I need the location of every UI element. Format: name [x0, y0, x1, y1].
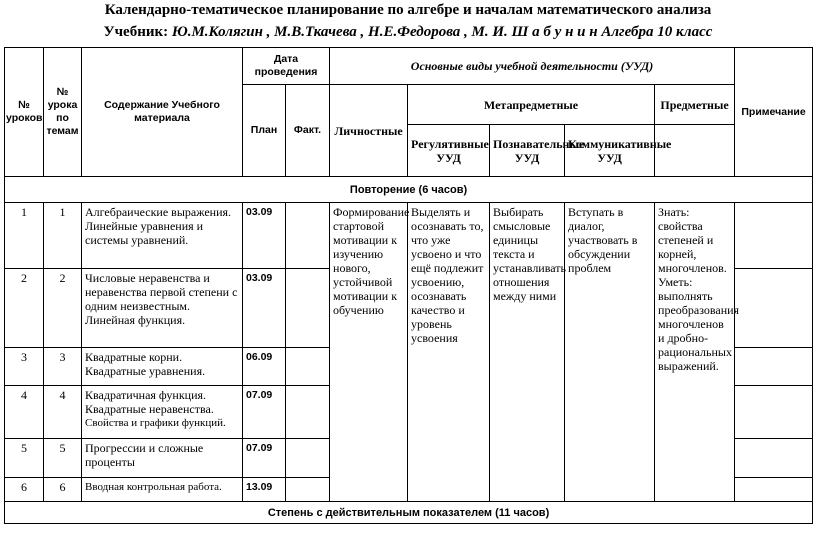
planning-table: [4, 47, 813, 524]
lesson-content: Числовые неравенства и неравенства первой степени с одним неизвестным. Линейная функция.: [82, 269, 243, 348]
page-title: Календарно-тематическое планирование по алгебре и началам математического анализа: [104, 2, 712, 18]
lesson-number: 2: [5, 269, 44, 348]
lesson-content: [82, 386, 243, 439]
communicative-activity: Вступать в диалог, участвовать в обсуждении проблем: [565, 203, 655, 502]
topic-number: 3: [44, 348, 82, 386]
notes-cell: [735, 269, 813, 348]
topic-number: 4: [44, 386, 82, 439]
textbook-label: Учебник:: [103, 24, 169, 40]
fact-date: [286, 348, 330, 386]
header-lesson-no: № уроков: [5, 48, 44, 177]
header-subject: Предметные: [655, 85, 735, 125]
fact-date: [286, 386, 330, 439]
topic-number: 2: [44, 269, 82, 348]
header-cognitive: Познавательные УУД: [490, 125, 565, 177]
header-meta: Метапредметные: [408, 85, 655, 125]
plan-date: 13.09: [243, 478, 286, 502]
header-communicative: Коммуникативные УУД: [565, 125, 655, 177]
lesson-content: Квадратные корни. Квадратные уравнения.: [82, 348, 243, 386]
header-activities: Основные виды учебной деятельности (УУД): [330, 48, 735, 85]
lesson-number: 5: [5, 439, 44, 478]
topic-number: 1: [44, 203, 82, 269]
plan-date: 06.09: [243, 348, 286, 386]
notes-cell: [735, 386, 813, 439]
lesson-number: 6: [5, 478, 44, 502]
table-row: [5, 203, 813, 269]
cognitive-activity: Выбирать смысловые единицы текста и устанавливать отношения между ними: [490, 203, 565, 502]
header-content: Содержание Учебного материала: [82, 48, 243, 177]
notes-cell: [735, 348, 813, 386]
fact-date: [286, 203, 330, 269]
header-notes: Примечание: [735, 48, 813, 177]
header-topic-no: № урока по темам: [44, 48, 82, 177]
header-regulative: Регулятивные УУД: [408, 125, 490, 177]
lesson-content: Прогрессии и сложные проценты: [82, 439, 243, 478]
page-subtitle: [0, 24, 816, 41]
lesson-content-main: Квадратичная функция. Квадратные неравенства.: [85, 388, 214, 416]
header-date: Дата проведения: [243, 48, 330, 85]
header-personal: Личностные: [330, 85, 408, 177]
subject-activity: Знать: свойства степеней и корней, многочленов. Уметь: выполнять преобразования многочленов и дробно-рациональных выражений.: [655, 203, 735, 502]
lesson-number: 4: [5, 386, 44, 439]
lesson-content: Алгебраические выражения. Линейные уравнения и системы уравнений.: [82, 203, 243, 269]
fact-date: [286, 478, 330, 502]
personal-activity: Формирование стартовой мотивации к изучению нового, устойчивой мотивации к обучению: [330, 203, 408, 502]
lesson-number: 1: [5, 203, 44, 269]
notes-cell: [735, 478, 813, 502]
fact-date: [286, 269, 330, 348]
plan-date: 03.09: [243, 203, 286, 269]
topic-number: 6: [44, 478, 82, 502]
section-heading: Степень с действительным показателем (11 часов): [5, 502, 813, 524]
header-plan: План: [243, 85, 286, 177]
topic-number: 5: [44, 439, 82, 478]
header-fact: Факт.: [286, 85, 330, 177]
plan-date: 07.09: [243, 439, 286, 478]
plan-date: 03.09: [243, 269, 286, 348]
header-subject-empty: [655, 125, 735, 177]
fact-date: [286, 439, 330, 478]
plan-date: 07.09: [243, 386, 286, 439]
notes-cell: [735, 203, 813, 269]
notes-cell: [735, 439, 813, 478]
textbook-authors: Ю.М.Колягин , М.В.Ткачева , Н.Е.Федорова , М. И. Ш а б у н и н Алгебра 10 класс: [168, 24, 713, 40]
lesson-content: Вводная контрольная работа.: [82, 478, 243, 502]
lesson-number: 3: [5, 348, 44, 386]
regulative-activity: Выделять и осознавать то, что уже усвоено и что ещё подлежит усвоению, осознавать качество и уровень усвоения: [408, 203, 490, 502]
section-heading: Повторение (6 часов): [5, 177, 813, 203]
lesson-content-extra: Свойства и графики функций.: [85, 417, 226, 429]
